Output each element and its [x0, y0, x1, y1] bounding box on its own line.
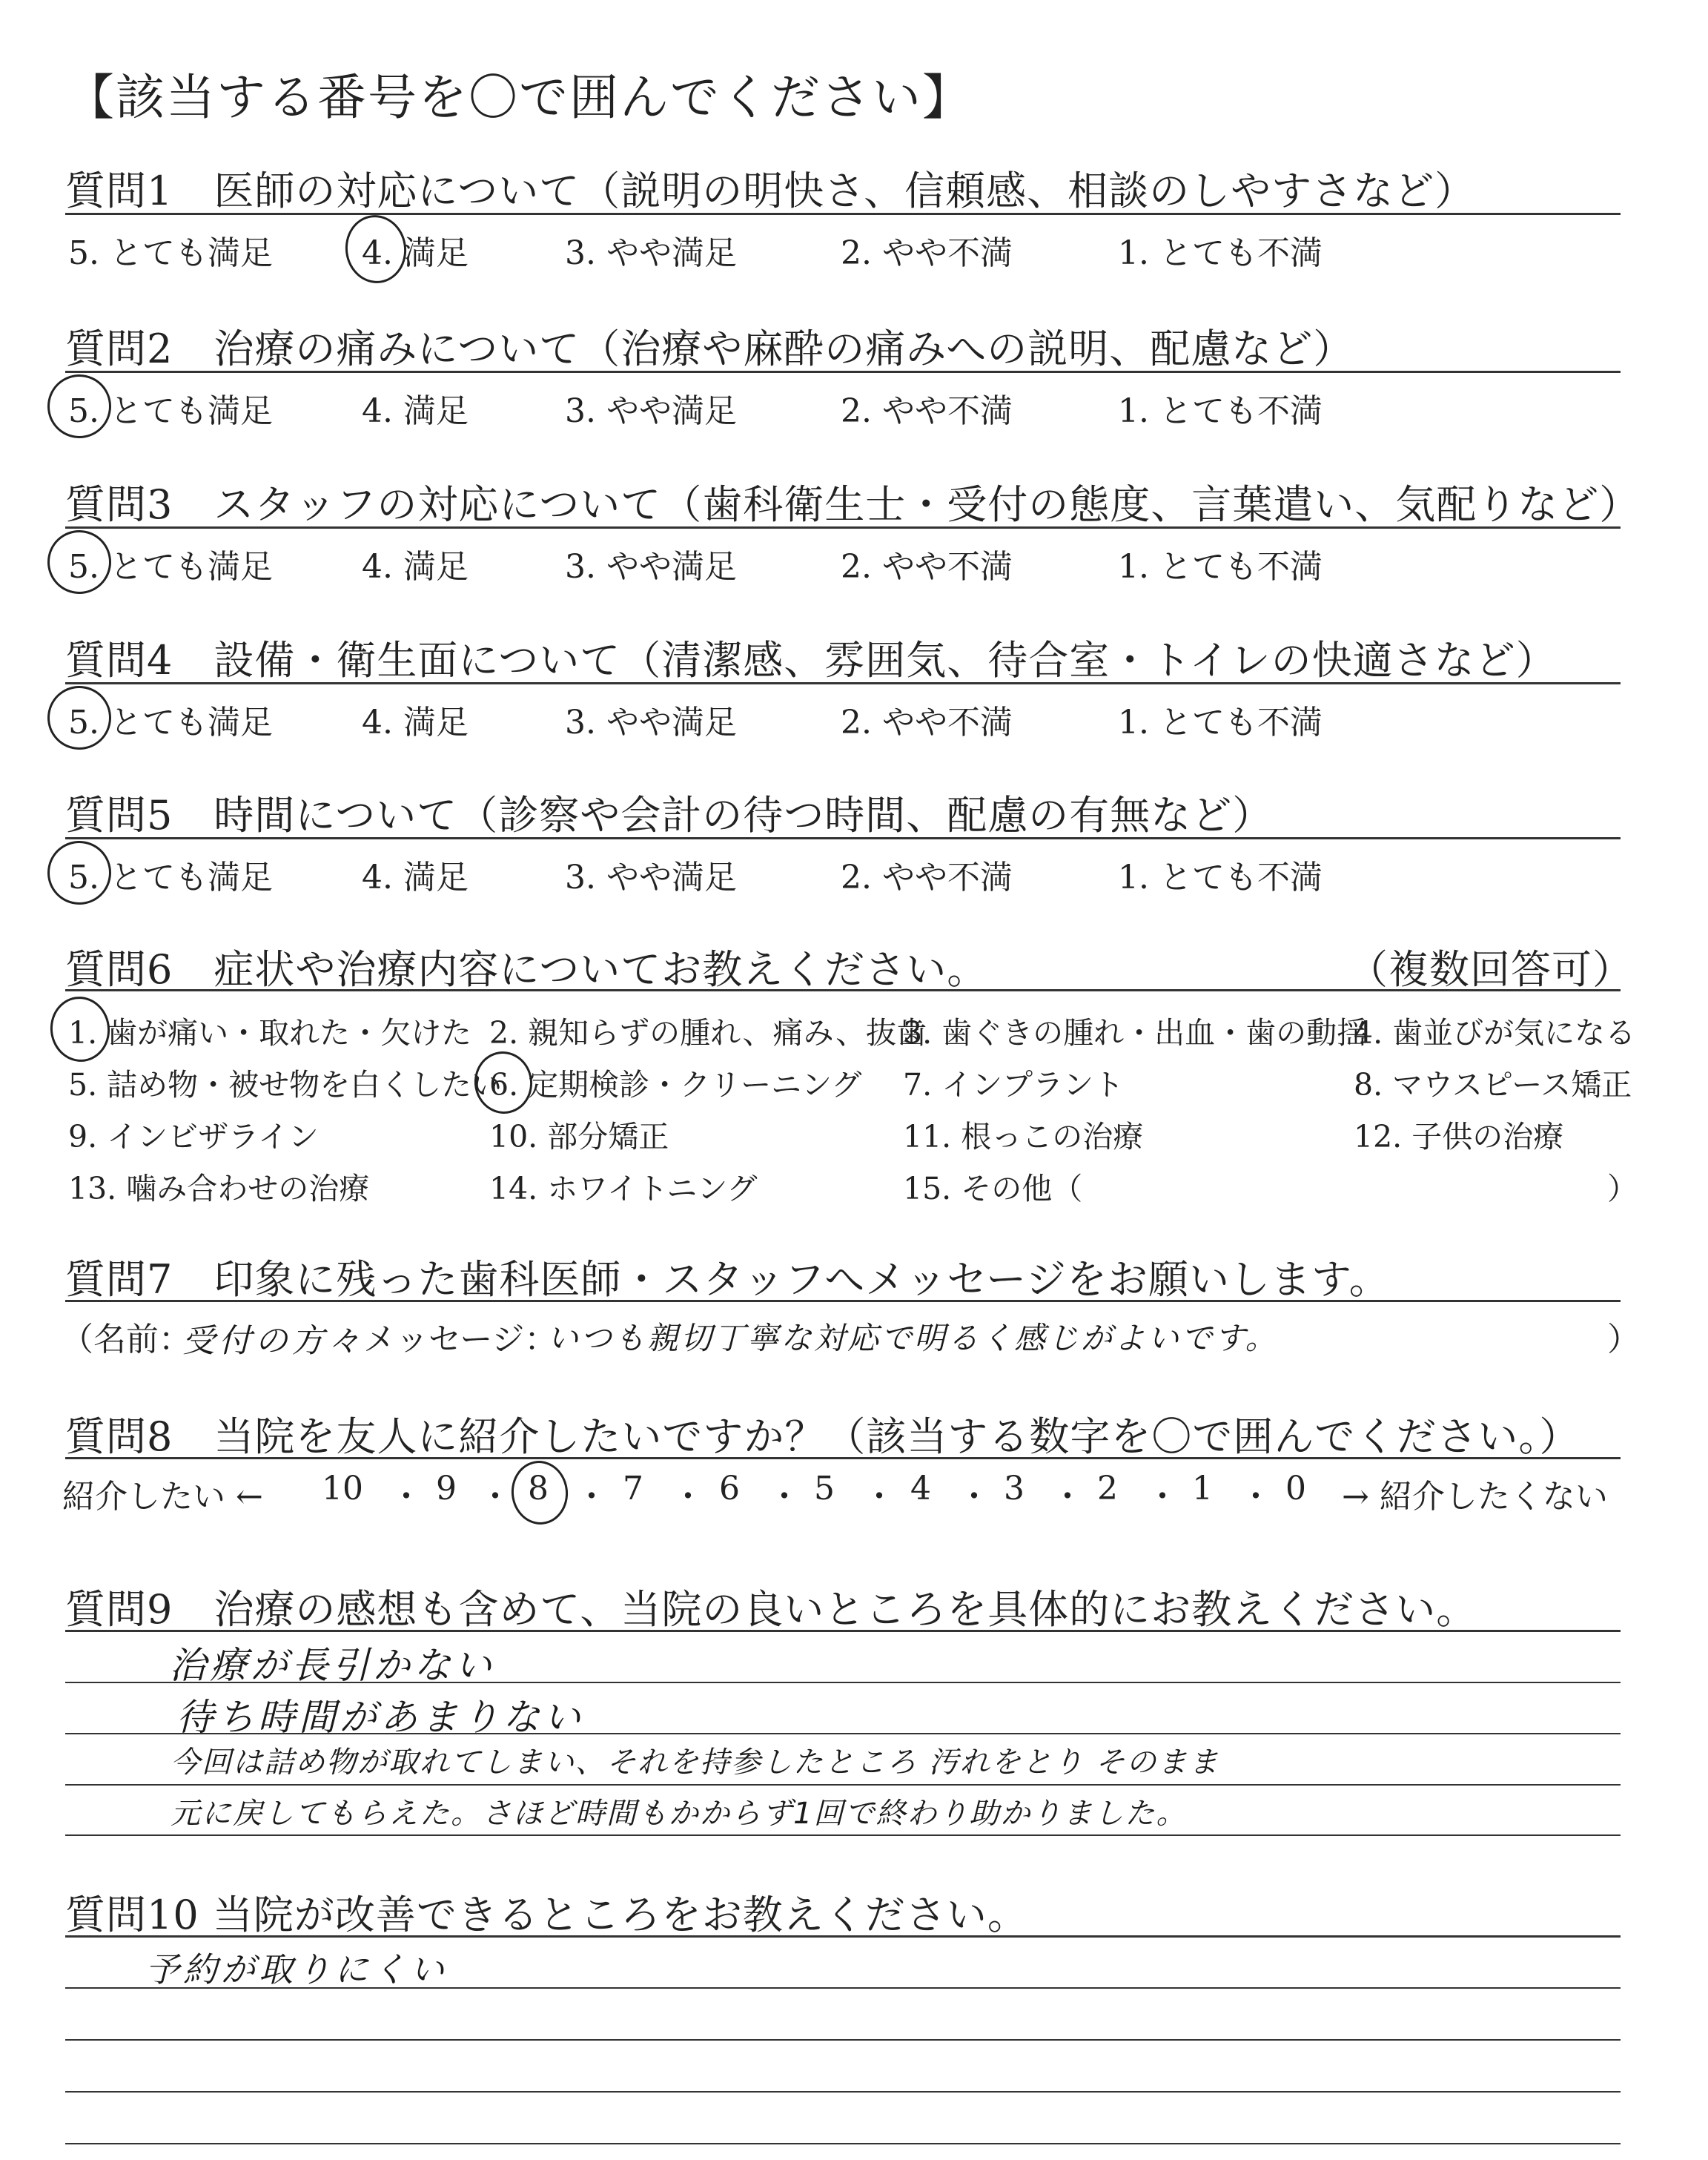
q10-rule-0: [65, 1935, 1621, 1938]
q4-option-5[interactable]: 5. とても満足: [68, 704, 273, 742]
q4-option-3[interactable]: 3. やや満足: [565, 704, 737, 742]
q2-option-1[interactable]: 1. とても不満: [1118, 392, 1323, 430]
q2-rule: [65, 371, 1621, 373]
q3-rule: [65, 526, 1621, 529]
q8-title: 質問8 当院を友人に紹介したいですか？（該当する数字を〇で囲んでください。）: [65, 1413, 1580, 1460]
q7-message-answer[interactable]: いつも親切丁寧な対応で明るく感じがよいです。: [547, 1320, 1279, 1356]
q8-score-8[interactable]: 8: [528, 1470, 549, 1507]
q8-separator: ・: [958, 1478, 990, 1516]
q8-separator: ・: [863, 1478, 896, 1516]
q10-title: 質問10 当院が改善できるところをお教えください。: [65, 1892, 1028, 1938]
q4-title: 質問4 設備・衛生面について（清潔感、雰囲気、待合室・トイレの快適さなど）: [65, 637, 1557, 684]
q6-selected-circle-1: [46, 993, 113, 1066]
q2-option-5[interactable]: 5. とても満足: [68, 392, 273, 430]
q9-rule-0: [65, 1630, 1621, 1632]
q6-title: 質問6 症状や治療内容についてお教えください。: [65, 946, 988, 993]
q6-option-7[interactable]: 7. インプラント: [903, 1067, 1125, 1103]
q8-selected-circle: [509, 1458, 572, 1527]
q8-separator: ・: [1239, 1478, 1272, 1516]
q10-rule-4: [65, 2143, 1621, 2144]
q8-separator: ・: [390, 1478, 423, 1516]
survey-instruction: 【該当する番号を〇で囲んでください】: [65, 69, 973, 126]
q1-option-3[interactable]: 3. やや満足: [565, 234, 737, 272]
q8-separator: ・: [768, 1478, 801, 1516]
q7-rule: [65, 1300, 1621, 1302]
q9-answer-line-1[interactable]: 治療が長引かない: [169, 1644, 495, 1687]
q6-selected-circle-6: [471, 1048, 537, 1117]
q4-selected-circle: [42, 681, 116, 755]
q6-multiple-note: （複数回答可）: [1348, 946, 1633, 993]
q7-name-label: （名前：: [61, 1321, 191, 1358]
q1-rule: [65, 213, 1621, 215]
q6-option-4[interactable]: 4. 歯並びが気になる: [1354, 1015, 1636, 1051]
q8-score-4[interactable]: 4: [910, 1470, 931, 1507]
q4-option-1[interactable]: 1. とても不満: [1118, 704, 1323, 742]
q8-score-0[interactable]: 0: [1285, 1470, 1306, 1507]
q10-rule-1: [65, 1987, 1621, 1989]
q7-name-answer[interactable]: 受付の方々: [182, 1322, 364, 1360]
q8-right-label: → 紹介したくない: [1342, 1478, 1608, 1516]
q6-option-5[interactable]: 5. 詰め物・被せ物を白くしたい: [68, 1067, 503, 1103]
q1-title: 質問1 医師の対応について（説明の明快さ、信頼感、相談のしやすさなど）: [65, 168, 1476, 214]
q7-close-paren: ）: [1607, 1321, 1640, 1358]
q8-score-5[interactable]: 5: [814, 1470, 835, 1507]
q8-left-label: 紹介したい ←: [62, 1478, 263, 1516]
q7-title: 質問7 印象に残った歯科医師・スタッフへメッセージをお願いします。: [65, 1256, 1390, 1303]
q4-option-2[interactable]: 2. やや不満: [841, 704, 1013, 742]
q8-separator: ・: [672, 1478, 704, 1516]
q9-rule-2: [65, 1733, 1621, 1734]
q5-option-2[interactable]: 2. やや不満: [841, 859, 1013, 896]
q8-score-9[interactable]: 9: [436, 1470, 457, 1507]
q2-option-4[interactable]: 4. 満足: [362, 392, 469, 430]
q8-score-1[interactable]: 1: [1192, 1470, 1213, 1507]
q3-option-4[interactable]: 4. 満足: [362, 548, 469, 586]
q6-option-6[interactable]: 6. 定期検診・クリーニング: [489, 1067, 862, 1103]
q5-option-1[interactable]: 1. とても不満: [1118, 859, 1323, 896]
q5-title: 質問5 時間について（診察や会計の待つ時間、配慮の有無など）: [65, 792, 1274, 839]
q8-rule: [65, 1457, 1621, 1459]
q2-selected-circle: [42, 369, 116, 443]
q2-title: 質問2 治療の痛みについて（治療や麻酔の痛みへの説明、配慮など）: [65, 326, 1354, 372]
q3-option-1[interactable]: 1. とても不満: [1118, 548, 1323, 586]
q8-score-3[interactable]: 3: [1004, 1470, 1025, 1507]
q5-selected-circle: [42, 836, 116, 910]
q1-option-5[interactable]: 5. とても満足: [68, 234, 273, 272]
q3-option-2[interactable]: 2. やや不満: [841, 548, 1013, 586]
q2-option-3[interactable]: 3. やや満足: [565, 392, 737, 430]
q6-option-11[interactable]: 11. 根っこの治療: [903, 1119, 1144, 1155]
q6-option-2[interactable]: 2. 親知らずの腫れ、痛み、抜歯: [489, 1015, 927, 1051]
q5-option-5[interactable]: 5. とても満足: [68, 859, 273, 896]
q6-option-13[interactable]: 13. 噛み合わせの治療: [68, 1171, 370, 1206]
q3-option-3[interactable]: 3. やや満足: [565, 548, 737, 586]
q6-rule: [65, 989, 1621, 991]
q6-option-1[interactable]: 1. 歯が痛い・取れた・欠けた: [68, 1015, 472, 1051]
q5-rule: [65, 837, 1621, 839]
q8-score-10[interactable]: 10: [322, 1470, 363, 1507]
q6-option-9[interactable]: 9. インビザライン: [68, 1119, 319, 1155]
q9-rule-3: [65, 1784, 1621, 1786]
q8-score-2[interactable]: 2: [1097, 1470, 1118, 1507]
q10-answer-line-1[interactable]: 予約が取りにくい: [145, 1949, 448, 1989]
q9-answer-line-3[interactable]: 今回は詰め物が取れてしまい、それを持参したところ 汚れをとり そのまま: [171, 1745, 1220, 1780]
q9-title: 質問9 治療の感想も含めて、当院の良いところを具体的にお教えください。: [65, 1586, 1477, 1633]
q1-option-1[interactable]: 1. とても不満: [1118, 234, 1323, 272]
q4-rule: [65, 682, 1621, 684]
q4-option-4[interactable]: 4. 満足: [362, 704, 469, 742]
q1-option-2[interactable]: 2. やや不満: [841, 234, 1013, 272]
q8-separator: ・: [575, 1478, 608, 1516]
q6-option-15[interactable]: 15. その他（: [903, 1171, 1083, 1206]
q6-option-12[interactable]: 12. 子供の治療: [1354, 1119, 1564, 1155]
q1-selected-circle: [341, 211, 411, 288]
q6-option-8[interactable]: 8. マウスピース矯正: [1354, 1067, 1632, 1103]
q9-rule-1: [65, 1682, 1621, 1683]
q8-score-7[interactable]: 7: [623, 1470, 643, 1507]
q6-option-3[interactable]: 3. 歯ぐきの腫れ・出血・歯の動揺: [903, 1015, 1368, 1051]
q8-separator: ・: [1051, 1478, 1084, 1516]
q6-option-10[interactable]: 10. 部分矯正: [489, 1119, 669, 1155]
q1-option-4[interactable]: 4. 満足: [362, 234, 469, 272]
q9-rule-4: [65, 1834, 1621, 1836]
q9-answer-line-4[interactable]: 元に戻してもらえた。さほど時間もかからず1回で終わり助かりました。: [171, 1797, 1188, 1831]
q2-option-2[interactable]: 2. やや不満: [841, 392, 1013, 430]
q5-option-4[interactable]: 4. 満足: [362, 859, 469, 896]
q3-title: 質問3 スタッフの対応について（歯科衛生士・受付の態度、言葉遣い、気配りなど）: [65, 481, 1641, 528]
q8-score-6[interactable]: 6: [719, 1470, 740, 1507]
q6-other-close-paren: ）: [1607, 1171, 1638, 1206]
q8-separator: ・: [1146, 1478, 1179, 1516]
q7-message-label: メッセージ：: [363, 1321, 557, 1358]
q3-option-5[interactable]: 5. とても満足: [68, 548, 273, 586]
q6-option-14[interactable]: 14. ホワイトニング: [489, 1171, 758, 1206]
q9-answer-line-2[interactable]: 待ち時間があまりない: [176, 1696, 584, 1739]
q8-separator: ・: [479, 1478, 512, 1516]
q5-option-3[interactable]: 3. やや満足: [565, 859, 737, 896]
q10-rule-2: [65, 2039, 1621, 2041]
q10-rule-3: [65, 2091, 1621, 2093]
q3-selected-circle: [42, 525, 116, 599]
